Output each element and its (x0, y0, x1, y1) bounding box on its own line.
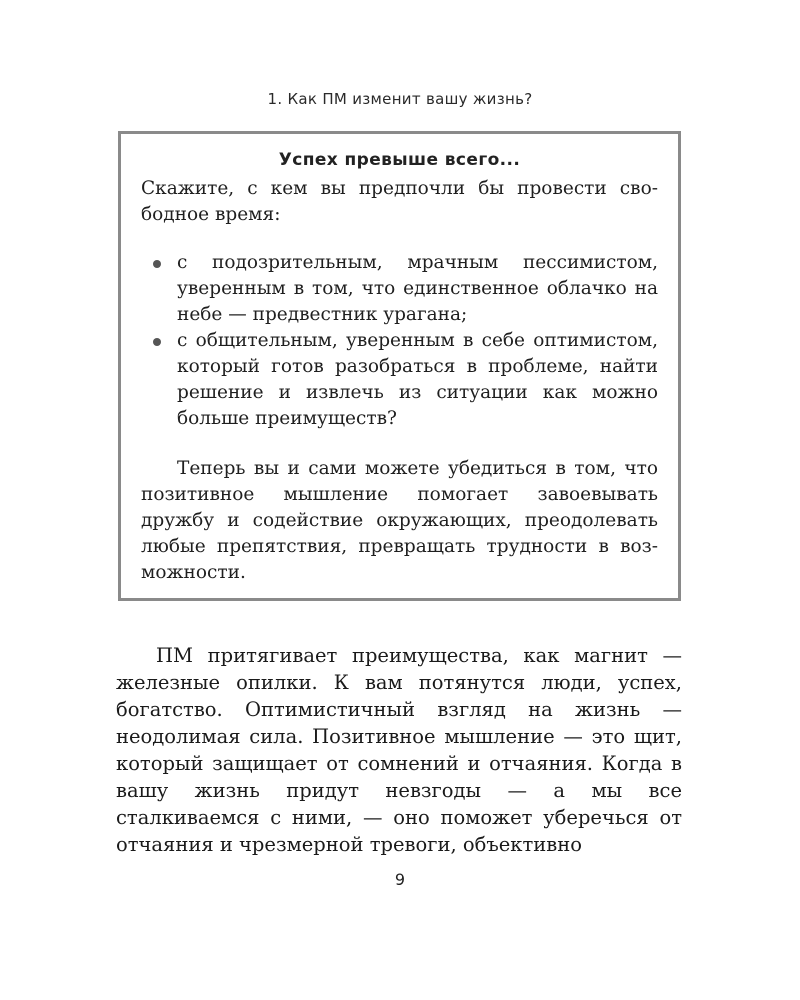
box-title: Успех превыше всего... (278, 150, 521, 170)
page-number: 9 (394, 870, 406, 889)
bullet-icon (153, 338, 161, 346)
body-paragraph: ПМ притягивает преимущества, как магнит — железные опилки. К вам потянутся люди, успех, богатство. Оптимистичный взгляд на жизнь — неодолимая сила. Позитивное мышление — это щит, который защищает от сомнений и отчаяния. Когда в вашу жизнь придут невзгоды — а мы все сталкиваемся с ними, — оно поможет уберечься от отчаяния и чрезмерной тревоги, объективно (116, 644, 682, 856)
running-head: 1. Как ПМ изменит вашу жизнь? (267, 90, 533, 108)
box-conclusion: Теперь вы и сами можете убедиться в том, что позитивное мышление помогает завоевывать дружбу и содействие окружающих, преодолевать любые препятствия, превращать трудности в возможности. (141, 458, 658, 583)
list-item (141, 250, 658, 328)
bullet-icon (153, 260, 161, 268)
list-item-text: с подозрительным, мрачным пессимистом, уверенным в том, что единственное облачко на небе — предвестник урагана; (177, 252, 658, 325)
sidebar-box (118, 131, 681, 601)
main-text (116, 642, 682, 858)
box-intro: Скажите, с кем вы предпочли бы провести свободное время: (141, 178, 658, 225)
list-item (141, 328, 658, 432)
bullet-list (141, 250, 658, 432)
list-item-text: с общительным, уверенным в себе оптимистом, который готов разобраться в проблеме, найти решение и извлечь из ситуации как можно больше преимуществ? (177, 330, 658, 429)
